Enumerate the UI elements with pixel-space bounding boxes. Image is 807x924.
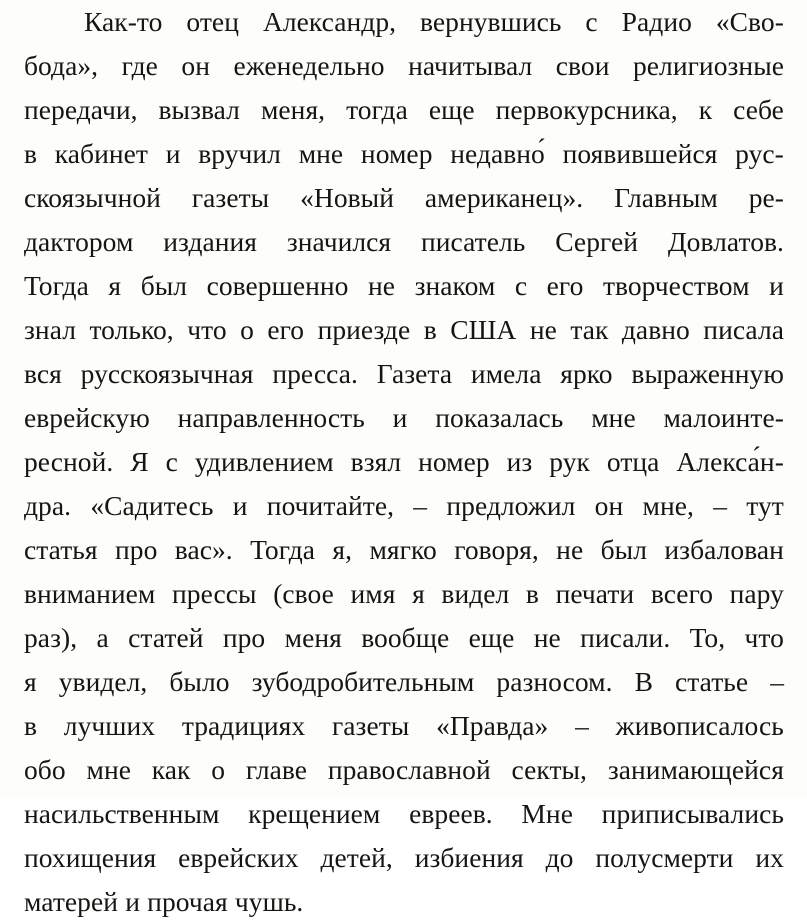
text-line-inner	[24, 132, 784, 176]
text-word: себе	[733, 94, 784, 125]
text-word: из	[506, 446, 533, 477]
text-word: совершенно	[206, 270, 349, 301]
text-line	[24, 528, 784, 572]
text-word: еврейскую	[24, 402, 150, 433]
text-word: выраженную	[631, 358, 784, 389]
text-word: и	[165, 138, 181, 169]
text-word: был	[600, 534, 647, 565]
text-word: США	[450, 314, 517, 345]
text-word: лучших	[63, 710, 156, 741]
text-word: он	[181, 50, 210, 81]
text-word: православной	[327, 754, 491, 785]
text-word: так	[570, 314, 609, 345]
text-word: Тогда	[250, 534, 316, 565]
text-word: избиения	[414, 842, 524, 873]
text-word: пару	[729, 578, 784, 609]
text-line-inner	[24, 0, 784, 44]
text-word: приезде	[317, 314, 411, 345]
text-word: как	[151, 754, 191, 785]
text-word: Тогда	[24, 270, 89, 301]
text-line-inner	[24, 308, 784, 352]
text-line-inner	[24, 792, 784, 836]
text-word: увидел,	[58, 666, 148, 697]
text-line	[24, 440, 784, 484]
text-line-inner	[24, 484, 784, 528]
text-word: и	[769, 270, 784, 301]
text-word: номер	[418, 446, 490, 477]
text-line-inner	[24, 176, 784, 220]
text-word: мне,	[642, 490, 694, 521]
text-word: отца	[606, 446, 660, 477]
text-line	[24, 352, 784, 396]
text-word: писатель	[420, 226, 526, 257]
text-word: взял	[350, 446, 402, 477]
text-word: не	[556, 534, 584, 565]
text-word: рук	[549, 446, 590, 477]
text-word: я	[412, 578, 425, 609]
text-word: вручил	[198, 138, 281, 169]
text-word: Газета	[376, 358, 453, 389]
text-line	[24, 396, 784, 440]
text-word: занимающейся	[607, 754, 784, 785]
body-paragraph	[24, 0, 784, 924]
text-line-inner	[24, 660, 784, 704]
text-line	[24, 572, 784, 616]
text-word: предложил	[446, 490, 576, 521]
text-word: печати	[555, 578, 635, 609]
text-word: приписывались	[601, 798, 784, 829]
text-word: а	[96, 622, 109, 653]
text-word: вызвал	[158, 94, 240, 125]
text-word: удивлением	[194, 446, 334, 477]
text-word: с	[585, 6, 598, 37]
text-word: Радио	[621, 6, 692, 37]
text-word: передачи,	[24, 94, 138, 125]
text-word: главе	[245, 754, 308, 785]
text-word: с	[165, 446, 178, 477]
text-word: рус-	[735, 138, 784, 169]
text-word: –	[575, 710, 589, 741]
text-word: дактором	[24, 226, 134, 257]
text-word: газеты	[191, 182, 270, 213]
text-line	[24, 748, 784, 792]
text-word: я	[24, 666, 37, 697]
text-line	[24, 792, 784, 836]
text-word: он	[594, 490, 624, 521]
text-word: малоинте-	[663, 402, 784, 433]
text-word: Довлатов.	[667, 226, 784, 257]
text-line	[24, 132, 784, 176]
text-line-inner	[24, 616, 784, 660]
text-line-inner	[24, 836, 784, 880]
text-word: появившейся	[562, 138, 718, 169]
text-word: дра.	[24, 490, 72, 521]
text-word: где	[121, 50, 158, 81]
text-word: я,	[332, 534, 353, 565]
text-word: был	[140, 270, 188, 301]
text-word: обо	[24, 754, 66, 785]
text-word: вся	[24, 358, 62, 389]
text-word: творчеством	[602, 270, 750, 301]
text-word: насильственным	[24, 798, 220, 829]
text-word: в	[525, 578, 539, 609]
text-word: значился	[286, 226, 392, 257]
text-word: всего	[650, 578, 714, 609]
text-word: и	[392, 402, 408, 433]
text-word: секты,	[511, 754, 587, 785]
text-line-inner	[24, 748, 784, 792]
text-word: имя	[350, 578, 396, 609]
text-word: тут	[746, 490, 784, 521]
text-word: до	[545, 842, 574, 873]
text-word: американец».	[424, 182, 584, 213]
text-word: их	[755, 842, 784, 873]
text-word: давно	[621, 314, 690, 345]
text-word: (свое	[273, 578, 334, 609]
text-word: в	[423, 314, 437, 345]
text-word: еще	[468, 622, 515, 653]
text-word: статья	[24, 534, 98, 565]
text-line-inner	[24, 44, 784, 88]
text-word: отец	[186, 6, 239, 37]
text-word: живописалось	[615, 710, 784, 741]
text-word: вниманием	[24, 578, 156, 609]
text-word: с	[514, 270, 528, 301]
text-line	[24, 0, 784, 44]
text-word: мне	[591, 402, 636, 433]
text-word: говоря,	[454, 534, 539, 565]
text-word: традициях	[181, 710, 306, 741]
text-line	[24, 88, 784, 132]
text-word: ярко	[560, 358, 613, 389]
text-word: прессы	[172, 578, 257, 609]
text-word: показалась	[435, 402, 564, 433]
text-word: недавно́	[450, 138, 545, 169]
text-line	[24, 220, 784, 264]
text-word: ресной.	[24, 446, 114, 477]
text-word: о	[240, 314, 254, 345]
text-word: издания	[163, 226, 258, 257]
page-text-block	[24, 0, 784, 924]
text-word: зубодробительным	[251, 666, 475, 697]
text-word: избалован	[664, 534, 784, 565]
text-line-inner	[24, 88, 784, 132]
text-word: направленность	[177, 402, 365, 433]
text-word: похищения	[24, 842, 157, 873]
text-line-inner	[24, 220, 784, 264]
text-word: полусмерти	[595, 842, 734, 873]
text-line	[24, 484, 784, 528]
text-line-inner	[24, 528, 784, 572]
text-word: видел	[441, 578, 510, 609]
text-word: в	[24, 710, 38, 741]
text-line-inner	[24, 704, 784, 748]
text-line	[24, 176, 784, 220]
text-word: «Правда»	[436, 710, 549, 741]
text-word: матерей и прочая чушь.	[24, 886, 304, 917]
text-line-inner	[24, 440, 784, 484]
text-word: Как-то	[84, 6, 163, 37]
text-word: евреев.	[409, 798, 493, 829]
text-word: только,	[89, 314, 174, 345]
text-line	[24, 880, 784, 924]
text-word: –	[413, 490, 428, 521]
text-word: –	[770, 666, 784, 697]
text-word: мне	[298, 138, 344, 169]
text-word: еще	[428, 94, 475, 125]
text-word: и	[232, 490, 248, 521]
text-word: вас».	[174, 534, 233, 565]
text-word: в	[24, 138, 38, 169]
text-line	[24, 704, 784, 748]
text-word: То,	[689, 622, 726, 653]
text-word: В	[634, 666, 653, 697]
text-word: почитайте,	[266, 490, 395, 521]
text-word: мне	[86, 754, 131, 785]
text-word: религиозные	[632, 50, 784, 81]
text-word: к	[698, 94, 713, 125]
text-word: не	[533, 622, 561, 653]
text-word: газеты	[331, 710, 410, 741]
text-line	[24, 308, 784, 352]
text-line-inner	[24, 880, 784, 924]
text-word: еженедельно	[233, 50, 385, 81]
text-word: я	[108, 270, 122, 301]
text-word: статье	[675, 666, 749, 697]
text-word: про	[115, 534, 158, 565]
text-word: писали.	[580, 622, 671, 653]
text-word: «Садитесь	[90, 490, 214, 521]
text-word: –	[713, 490, 728, 521]
text-line-inner	[24, 572, 784, 616]
text-word: что	[187, 314, 227, 345]
text-line	[24, 264, 784, 308]
text-word: детей,	[320, 842, 393, 873]
text-line	[24, 44, 784, 88]
text-word: знал	[24, 314, 76, 345]
text-line-inner	[24, 264, 784, 308]
text-word: его	[267, 314, 305, 345]
text-word: Алекса́н-	[676, 446, 784, 477]
text-word: мягко	[369, 534, 437, 565]
text-word: меня,	[260, 94, 326, 125]
text-word: русскоязычная	[80, 358, 254, 389]
text-word: что	[744, 622, 784, 653]
text-word: Главным	[614, 182, 718, 213]
text-line	[24, 836, 784, 880]
text-word: номер	[360, 138, 433, 169]
text-word: меня	[284, 622, 342, 653]
text-word: Сергей	[555, 226, 639, 257]
text-word: про	[222, 622, 266, 653]
text-word: пресса.	[272, 358, 358, 389]
text-word: знаком	[414, 270, 496, 301]
text-word: не	[368, 270, 396, 301]
text-word: «Новый	[300, 182, 394, 213]
text-line-inner	[24, 396, 784, 440]
text-word: скоязычной	[24, 182, 161, 213]
text-word: вообще	[361, 622, 450, 653]
text-word: писала	[703, 314, 784, 345]
text-word: крещением	[248, 798, 381, 829]
text-word: разносом.	[496, 666, 613, 697]
text-word: тогда	[346, 94, 408, 125]
text-word: свои	[555, 50, 610, 81]
text-word: начитывал	[408, 50, 533, 81]
text-word: «Сво-	[715, 6, 784, 37]
text-word: Александр,	[262, 6, 397, 37]
text-line	[24, 616, 784, 660]
text-word: было	[169, 666, 230, 697]
text-line	[24, 660, 784, 704]
text-word: о	[211, 754, 226, 785]
text-word: его	[546, 270, 584, 301]
text-word: не	[529, 314, 557, 345]
text-word: раз),	[24, 622, 78, 653]
text-word: первокурсника,	[495, 94, 678, 125]
text-line-inner	[24, 352, 784, 396]
text-word: имела	[470, 358, 542, 389]
text-word: вернувшись	[420, 6, 562, 37]
text-word: бода»,	[24, 50, 99, 81]
text-word: кабинет	[54, 138, 148, 169]
text-word: Я	[130, 446, 149, 477]
text-word: еврейских	[178, 842, 299, 873]
text-word: ре-	[748, 182, 784, 213]
text-word: Мне	[521, 798, 573, 829]
text-word: статей	[128, 622, 204, 653]
